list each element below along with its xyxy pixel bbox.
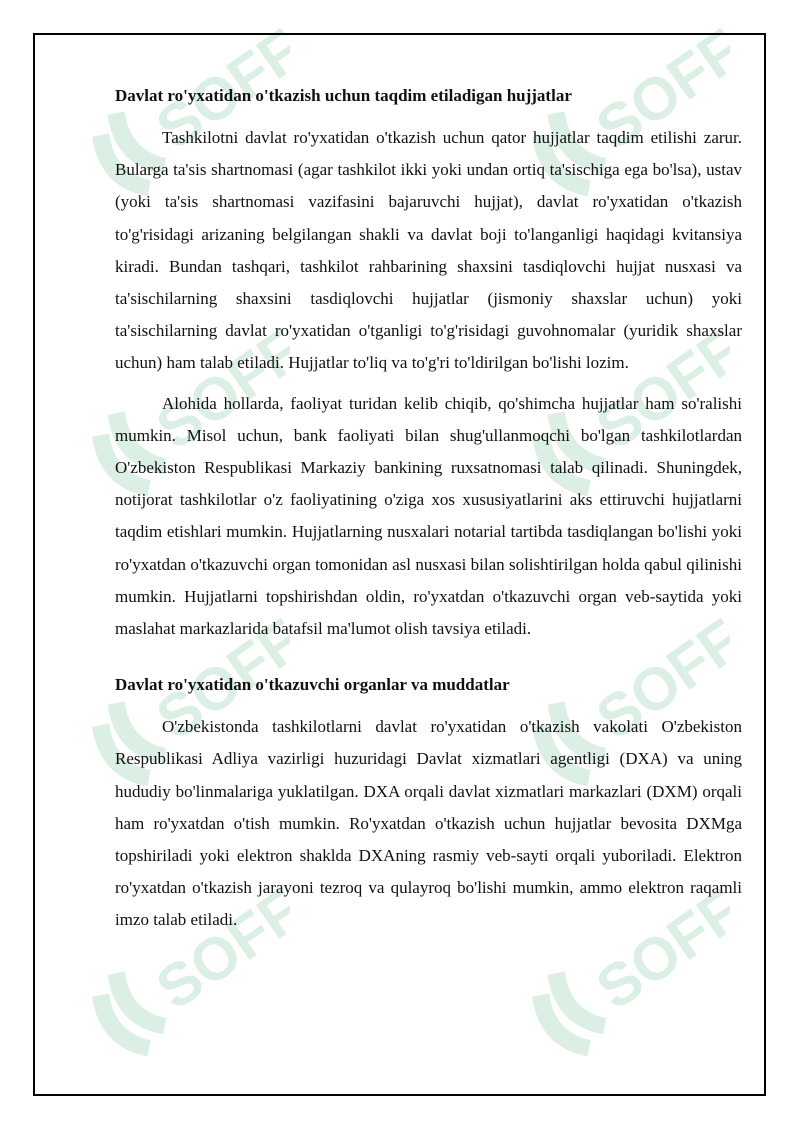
paragraph: O'zbekistonda tashkilotlarni davlat ro'yxatidan o'tkazish vakolati O'zbekiston Respublikasi Adliya vazirligi huzuridagi Davlat xizmatlari agentligi (DXA) va uning hududiy bo'linmalariga yuklatilgan. DXA orqali davlat xizmatlari markazlari (DXM) orqali ham ro'yxatdan o'tish mumkin. Ro'yxatdan o'tkazish uchun hujjatlar bevosita DXMga topshiriladi yoki elektron shaklda DXAning rasmiy veb-sayti orqali yuboriladi. Elektron ro'yxatdan o'tkazish jarayoni tezroq va qulayroq bo'lishi mumkin, ammo elektron raqamli imzo talab etiladi. (115, 717, 742, 930)
svg-text:SOFF: SOFF (584, 880, 730, 1023)
svg-text:SOFF: SOFF (144, 610, 290, 753)
document-body (115, 80, 742, 945)
paragraph: Alohida hollarda, faoliyat turidan kelib chiqib, qo'shimcha hujjatlar ham so'ralishi mumkin. Misol uchun, bank faoliyati bilan shug'ullanmoqchi bo'lgan tashkilotlardan O'zbekiston Respublikasi Markaziy bankining ruxsatnomasi talab qilinadi. Shuningdek, notijorat tashkilotlar o'z faoliyatining o'ziga xos xususiyatlarini aks ettiruvchi hujjatlarni taqdim etishlari mumkin. Hujjatlarning nusxalari notarial tartibda tasdiqlangan bo'lishi yoki ro'yxatdan o'tkazuvchi organ tomonidan asl nusxasi bilan solishtirilgan holda qabul qilinishi mumkin. Hujjatlarni topshirishdan oldin, ro'yxatdan o'tkazuvchi organ veb-saytida yoki maslahat markazlarida batafsil ma'lumot olish tavsiya etiladi. (115, 393, 742, 639)
paragraph: Tashkilotni davlat ro'yxatidan o'tkazish uchun qator hujjatlar taqdim etilishi zarur. Bularga ta'sis shartnomasi (agar tashkilot ikki yoki undan ortiq ta'sischiga ega bo'lsa), ustav (yoki ta'sis shartnomasi vazifasini bajaruvchi hujjat), davlat ro'yxatidan o'tkazish to'g'risidagi arizaning belgilangan shakli va davlat boji to'langanligi haqidagi kvitansiya kiradi. Bundan tashqari, tashkilot rahbarining shaxsini tasdiqlovchi hujjat nusxasi va ta'sischilarning shaxsini tasdiqlovchi hujjatlar (jismoniy shaxslar uchun) yoki ta'sischilarning davlat ro'yxatidan o'tganligi to'g'risidagi guvohnomalar (yuridik shaxslar uchun) ham talab etiladi. Hujjatlar to'liq va to'g'ri to'ldirilgan bo'lishi lozim. (115, 128, 742, 373)
section-heading: Davlat ro'yxatidan o'tkazish uchun taqdim etiladigan hujjatlar (115, 86, 572, 105)
svg-text:SOFF: SOFF (584, 320, 730, 463)
svg-text:SOFF: SOFF (144, 880, 290, 1023)
section-heading: Davlat ro'yxatidan o'tkazuvchi organlar va muddatlar (115, 675, 510, 695)
svg-text:SOFF: SOFF (584, 610, 730, 753)
svg-text:SOFF: SOFF (584, 20, 730, 163)
svg-text:SOFF: SOFF (144, 20, 290, 163)
svg-text:SOFF: SOFF (144, 320, 290, 463)
